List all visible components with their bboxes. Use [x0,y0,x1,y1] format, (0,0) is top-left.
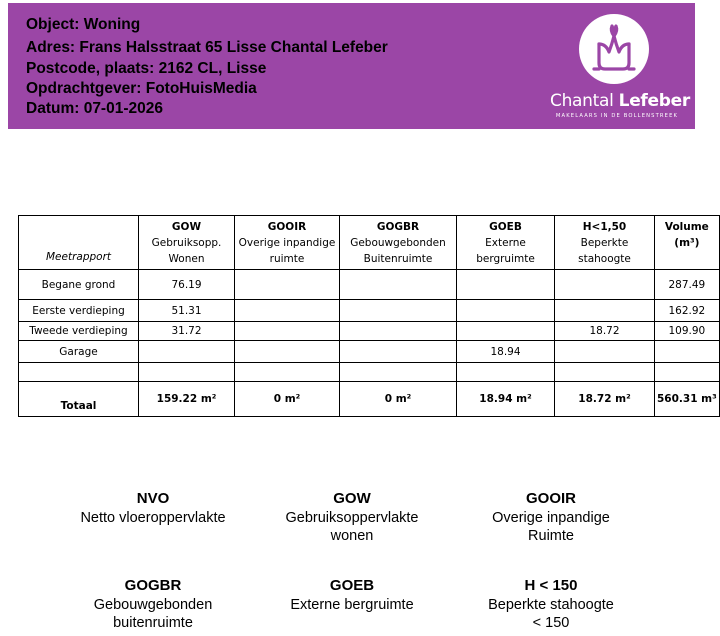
column-line1: Gebruiksopp. [151,236,222,249]
legend-code: NVO [136,490,170,507]
table-row [19,363,720,382]
legend-gow [252,490,452,545]
cell-volume: 162.92 [655,300,720,322]
cell-goeb: 18.94 [457,341,555,363]
logo-circle [579,14,649,84]
client-line: Opdrachtgever: FotoHuisMedia [26,79,257,97]
address-line: Adres: Frans Halsstraat 65 Lisse Chantal Lefeber [26,39,388,57]
legend-description: Gebruiksoppervlakte [285,510,419,526]
total-goeb: 18.94 m² [457,382,555,417]
total-row [19,382,720,417]
cell-gooir [235,300,340,322]
object-line: Object: Woning [26,16,141,33]
cell-gow [139,363,235,382]
column-code: GOW [171,220,202,233]
cell-goeb [457,300,555,322]
cell-volume [655,363,720,382]
total-gow: 159.22 m² [139,382,235,417]
cell-gooir [235,363,340,382]
cell-gow: 31.72 [139,322,235,341]
legend-code: GOGBR [124,577,182,594]
column-line2: Wonen [168,252,205,265]
column-line2: ruimte [269,252,305,265]
cell-gooir [235,341,340,363]
row-label: Begane grond [19,270,139,300]
cell-gogbr [340,322,457,341]
total-gogbr: 0 m² [340,382,457,417]
cell-gooir [235,270,340,300]
column-line1: Overige inpandige [238,236,336,249]
column-code: GOOIR [267,220,307,233]
legend-code: GOOIR [525,490,576,507]
total-h150: 18.72 m² [555,382,655,417]
column-header-volume [655,216,720,270]
column-header-goeb [457,216,555,270]
table-header-row [19,216,720,270]
column-header-gooir [235,216,340,270]
logo-first-name: Chantal [550,91,614,111]
column-code: H<1,50 [582,220,627,233]
legend-description: Netto vloeroppervlakte [80,510,226,526]
cell-gogbr [340,270,457,300]
legend-description-2: wonen [330,528,374,544]
cell-volume: 109.90 [655,322,720,341]
tulip-icon [579,14,649,84]
column-line1: Gebouwgebonden [350,236,446,249]
column-header-gow [139,216,235,270]
legend-description-2: Ruimte [528,528,574,544]
cell-h150 [555,300,655,322]
legend-code: H < 150 [524,577,578,594]
legend-h150 [451,577,651,632]
column-line2: bergruimte [476,252,535,265]
cell-goeb [457,363,555,382]
column-line2: Buitenruimte [363,252,433,265]
column-header-h150 [555,216,655,270]
meetrapport-label: Meetrapport [19,216,139,270]
row-label [19,363,139,382]
legend-description-2: < 150 [532,615,570,631]
column-line1: Beperkte [580,236,629,249]
legend-description-2: buitenruimte [113,615,193,631]
total-volume: 560.31 m³ [655,382,720,417]
cell-gogbr [340,363,457,382]
row-label: Tweede verdieping [19,322,139,341]
cell-gow [139,341,235,363]
cell-h150 [555,270,655,300]
company-logo [546,12,690,126]
column-line2: stahoogte [578,252,631,265]
row-label: Garage [19,341,139,363]
volume-line1: Volume [664,221,709,233]
table-row [19,341,720,363]
report-header [8,3,695,129]
cell-h150 [555,363,655,382]
legend-gogbr [53,577,253,632]
row-label: Eerste verdieping [19,300,139,322]
table-row [19,270,720,300]
cell-goeb [457,270,555,300]
total-gooir: 0 m² [235,382,340,417]
legend-description: Beperkte stahoogte [488,597,614,613]
legend-description: Overige inpandige [492,510,610,526]
postcode-line: Postcode, plaats: 2162 CL, Lisse [26,59,267,77]
legend-goeb [252,577,452,614]
measurement-table [18,215,720,417]
cell-gogbr [340,300,457,322]
cell-volume: 287.49 [655,270,720,300]
total-label: Totaal [19,382,139,417]
legend-nvo [53,490,253,527]
column-code: GOEB [489,220,522,233]
logo-wordmark [550,91,690,111]
legend-code: GOW [333,490,371,507]
cell-goeb [457,322,555,341]
cell-gogbr [340,341,457,363]
volume-line2: (m³) [674,237,700,249]
logo-last-name: Lefeber [618,91,690,111]
cell-gooir [235,322,340,341]
legend-description: Externe bergruimte [290,597,414,613]
legend-gooir [451,490,651,545]
cell-h150: 18.72 [555,322,655,341]
column-code: GOGBR [376,220,420,233]
legend-description: Gebouwgebonden [93,597,213,613]
table-row [19,322,720,341]
cell-gow: 76.19 [139,270,235,300]
cell-volume [655,341,720,363]
cell-gow: 51.31 [139,300,235,322]
date-line: Datum: 07-01-2026 [26,100,163,118]
cell-h150 [555,341,655,363]
logo-tagline: MAKELAARS IN DE BOLLENSTREEK [555,113,679,119]
column-line1: Externe [485,236,526,249]
table-row [19,300,720,322]
legend-code: GOEB [329,577,375,594]
column-header-gogbr [340,216,457,270]
header-info [26,15,388,119]
